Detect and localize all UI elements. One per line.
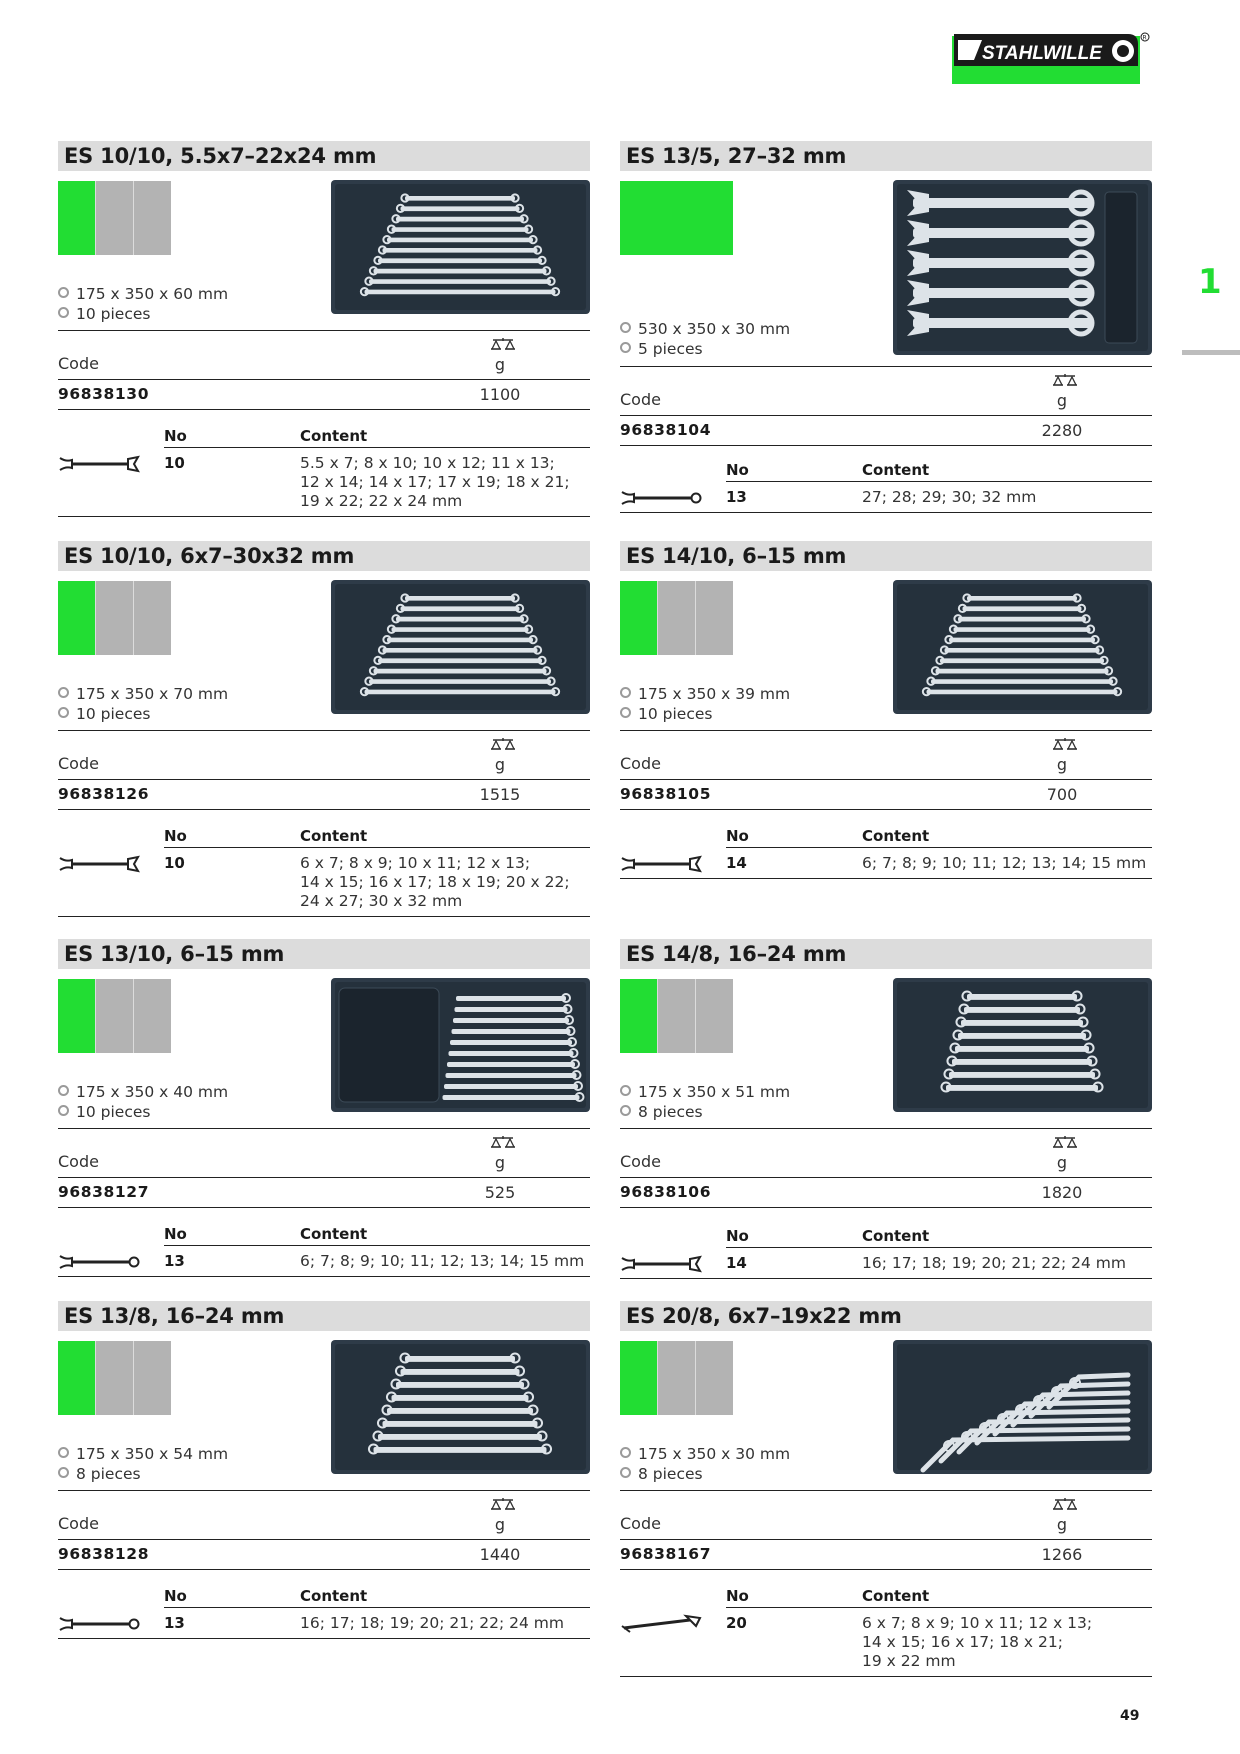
weight-unit-label: g [1056, 391, 1068, 410]
contents-table [620, 1223, 1152, 1279]
product-weight: 1100 [479, 385, 521, 404]
code-row [620, 779, 1152, 810]
product-title: ES 14/8, 16–24 mm [620, 939, 1152, 969]
content-header: Content [300, 827, 368, 845]
content-sizes [300, 1614, 590, 1633]
spanner-icon [58, 1252, 142, 1272]
content-line: 27; 28; 29; 30; 32 mm [862, 488, 1037, 506]
weight-unit-label: g [494, 1515, 506, 1534]
color-swatches [58, 581, 171, 655]
chapter-marker [1182, 350, 1240, 355]
product-title: ES 13/8, 16–24 mm [58, 1301, 590, 1331]
color-swatch [695, 979, 733, 1053]
weight-scale-icon [1052, 737, 1078, 753]
content-sizes [862, 1254, 1152, 1273]
color-swatch [95, 1341, 133, 1415]
no-header: No [164, 827, 187, 845]
code-label: Code [58, 1152, 99, 1171]
contents-header [164, 1221, 590, 1246]
spec-pieces: 10 pieces [58, 304, 228, 324]
product-tray-image [893, 180, 1152, 355]
no-header: No [726, 1587, 749, 1605]
bullet-icon [620, 1467, 631, 1478]
no-header: No [164, 1587, 187, 1605]
weight-scale-icon [490, 1135, 516, 1151]
color-swatches [620, 181, 733, 255]
color-swatches [620, 979, 733, 1053]
spec-pieces: 8 pieces [620, 1464, 790, 1484]
spec-dimensions: 175 x 350 x 70 mm [58, 684, 228, 704]
content-line: 16; 17; 18; 19; 20; 21; 22; 24 mm [862, 1254, 1126, 1272]
spec-dimensions: 175 x 350 x 54 mm [58, 1444, 228, 1464]
bullet-icon [620, 1105, 631, 1116]
content-line: 19 x 22; 22 x 24 mm [300, 492, 463, 510]
content-line: 6 x 7; 8 x 9; 10 x 11; 12 x 13; [300, 854, 531, 872]
content-header: Content [300, 427, 368, 445]
color-swatch [95, 979, 133, 1053]
contents-row [620, 1248, 1152, 1278]
product-block [620, 1301, 1152, 1670]
color-swatches [58, 979, 171, 1053]
code-row [58, 779, 590, 810]
product-weight: 1266 [1041, 1545, 1083, 1564]
spec-pieces: 10 pieces [58, 1102, 228, 1122]
content-sizes [300, 1252, 590, 1271]
bullet-icon [58, 1447, 69, 1458]
spec-dimensions: 175 x 350 x 39 mm [620, 684, 790, 704]
product-weight: 2280 [1041, 421, 1083, 440]
bullet-icon [620, 1085, 631, 1096]
content-sizes [862, 488, 1152, 507]
contents-header [726, 1223, 1152, 1248]
contents-header [726, 457, 1152, 482]
weight-scale-icon [1052, 373, 1078, 389]
product-specs [58, 1082, 228, 1122]
content-line: 5.5 x 7; 8 x 10; 10 x 12; 11 x 13; [300, 454, 555, 472]
product-code: 96838105 [620, 785, 712, 803]
spec-dimensions: 175 x 350 x 40 mm [58, 1082, 228, 1102]
product-block [620, 541, 1152, 872]
bullet-icon [620, 687, 631, 698]
code-row [58, 379, 590, 410]
spec-dimensions: 175 x 350 x 60 mm [58, 284, 228, 304]
product-code: 96838104 [620, 421, 712, 439]
color-swatch [58, 979, 95, 1053]
code-row [58, 1177, 590, 1208]
product-specs [58, 1444, 228, 1484]
weight-scale-icon [490, 337, 516, 353]
content-header: Content [862, 1587, 930, 1605]
tool-number: 13 [726, 488, 747, 506]
contents-row [58, 448, 590, 516]
product-specs [620, 1444, 790, 1484]
contents-table [58, 823, 590, 917]
color-swatch [58, 1341, 95, 1415]
contents-header [164, 1583, 590, 1608]
spanner-icon [58, 854, 142, 874]
content-sizes [862, 1614, 1152, 1671]
spec-dimensions: 175 x 350 x 30 mm [620, 1444, 790, 1464]
bullet-icon [620, 322, 631, 333]
product-code: 96838127 [58, 1183, 150, 1201]
contents-row [620, 1608, 1152, 1676]
color-swatch [133, 1341, 171, 1415]
color-swatch [620, 581, 657, 655]
bullet-icon [58, 687, 69, 698]
content-header: Content [862, 461, 930, 479]
code-header [620, 730, 1152, 780]
contents-header [164, 423, 590, 448]
contents-row [620, 482, 1152, 512]
contents-header [726, 823, 1152, 848]
product-specs [58, 684, 228, 724]
bullet-icon [620, 342, 631, 353]
chapter-number: 1 [1198, 262, 1222, 302]
page-number: 49 [1120, 1708, 1140, 1724]
bullet-icon [620, 707, 631, 718]
code-header [620, 366, 1152, 416]
spec-pieces: 8 pieces [58, 1464, 228, 1484]
content-header: Content [862, 1227, 930, 1245]
contents-table [620, 457, 1152, 513]
content-line: 14 x 15; 16 x 17; 18 x 19; 20 x 22; [300, 873, 570, 891]
content-sizes [300, 854, 590, 911]
product-tray-image [331, 1340, 590, 1474]
color-swatch [133, 181, 171, 255]
spanner-icon [58, 454, 142, 474]
spanner-icon [620, 854, 704, 874]
product-block [58, 141, 590, 510]
product-tray-image [331, 180, 590, 314]
content-sizes [300, 454, 590, 511]
no-header: No [726, 827, 749, 845]
color-swatch [657, 979, 695, 1053]
content-line: 19 x 22 mm [862, 1652, 956, 1670]
tool-number: 13 [164, 1252, 185, 1270]
product-weight: 1440 [479, 1545, 521, 1564]
product-block [58, 541, 590, 910]
spec-pieces: 8 pieces [620, 1102, 790, 1122]
color-swatch [58, 581, 95, 655]
product-weight: 525 [484, 1183, 516, 1202]
code-header [58, 1128, 590, 1178]
contents-table [58, 1583, 590, 1639]
product-tray-image [331, 580, 590, 714]
product-block [620, 141, 1152, 506]
content-line: 6; 7; 8; 9; 10; 11; 12; 13; 14; 15 mm [300, 1252, 585, 1270]
code-header [58, 330, 590, 380]
no-header: No [164, 427, 187, 445]
product-code: 96838106 [620, 1183, 712, 1201]
code-label: Code [620, 1152, 661, 1171]
contents-table [620, 1583, 1152, 1677]
contents-table [620, 823, 1152, 879]
contents-header [164, 823, 590, 848]
content-line: 16; 17; 18; 19; 20; 21; 22; 24 mm [300, 1614, 564, 1632]
content-line: 14 x 15; 16 x 17; 18 x 21; [862, 1633, 1063, 1651]
product-title: ES 10/10, 5.5x7–22x24 mm [58, 141, 590, 171]
spec-dimensions: 530 x 350 x 30 mm [620, 319, 790, 339]
product-code: 96838126 [58, 785, 150, 803]
spanner-icon [620, 488, 704, 508]
product-specs [620, 319, 790, 359]
code-row [620, 1539, 1152, 1570]
code-label: Code [620, 754, 661, 773]
tool-number: 14 [726, 854, 747, 872]
product-code: 96838128 [58, 1545, 150, 1563]
code-label: Code [58, 1514, 99, 1533]
color-swatches [620, 581, 733, 655]
product-title: ES 13/10, 6–15 mm [58, 939, 590, 969]
product-title: ES 14/10, 6–15 mm [620, 541, 1152, 571]
spanner-icon [620, 1614, 704, 1634]
weight-unit-label: g [494, 1153, 506, 1172]
weight-scale-icon [490, 737, 516, 753]
bullet-icon [58, 707, 69, 718]
color-swatch [58, 181, 95, 255]
weight-unit-label: g [494, 355, 506, 374]
tool-number: 14 [726, 1254, 747, 1272]
tool-number: 20 [726, 1614, 747, 1632]
content-line: 24 x 27; 30 x 32 mm [300, 892, 463, 910]
spec-pieces: 5 pieces [620, 339, 790, 359]
content-header: Content [300, 1587, 368, 1605]
svg-text:R: R [1142, 34, 1147, 42]
no-header: No [726, 1227, 749, 1245]
bullet-icon [58, 287, 69, 298]
contents-row [58, 1246, 590, 1276]
color-swatch [657, 581, 695, 655]
code-row [58, 1539, 590, 1570]
product-weight: 700 [1046, 785, 1078, 804]
product-title: ES 10/10, 6x7–30x32 mm [58, 541, 590, 571]
weight-unit-label: g [494, 755, 506, 774]
content-sizes [862, 854, 1152, 873]
product-weight: 1515 [479, 785, 521, 804]
weight-scale-icon [1052, 1135, 1078, 1151]
color-swatch [620, 979, 657, 1053]
contents-table [58, 1221, 590, 1277]
color-swatch [620, 181, 733, 255]
content-line: 6 x 7; 8 x 9; 10 x 11; 12 x 13; [862, 1614, 1093, 1632]
no-header: No [164, 1225, 187, 1243]
bullet-icon [58, 1105, 69, 1116]
weight-unit-label: g [1056, 1515, 1068, 1534]
color-swatches [620, 1341, 733, 1415]
no-header: No [726, 461, 749, 479]
spanner-icon [620, 1254, 704, 1274]
color-swatch [133, 979, 171, 1053]
spec-pieces: 10 pieces [58, 704, 228, 724]
code-label: Code [620, 1514, 661, 1533]
code-header [58, 730, 590, 780]
weight-scale-icon [490, 1497, 516, 1513]
content-header: Content [300, 1225, 368, 1243]
spec-dimensions: 175 x 350 x 51 mm [620, 1082, 790, 1102]
product-block [620, 939, 1152, 1272]
contents-row [58, 848, 590, 916]
product-specs [620, 1082, 790, 1122]
code-label: Code [58, 754, 99, 773]
product-tray-image [893, 978, 1152, 1112]
spec-pieces: 10 pieces [620, 704, 790, 724]
color-swatch [95, 181, 133, 255]
spanner-icon [58, 1614, 142, 1634]
product-block [58, 939, 590, 1270]
product-block [58, 1301, 590, 1632]
contents-table [58, 423, 590, 517]
content-header: Content [862, 827, 930, 845]
stahlwille-logo [952, 32, 1152, 84]
weight-scale-icon [1052, 1497, 1078, 1513]
logo-text: STAHLWILLE [982, 43, 1102, 64]
product-tray-image [331, 978, 590, 1112]
code-row [620, 1177, 1152, 1208]
code-header [620, 1490, 1152, 1540]
code-label: Code [620, 390, 661, 409]
code-header [620, 1128, 1152, 1178]
bullet-icon [58, 307, 69, 318]
color-swatches [58, 1341, 171, 1415]
color-swatches [58, 181, 171, 255]
product-title: ES 13/5, 27–32 mm [620, 141, 1152, 171]
color-swatch [133, 581, 171, 655]
weight-unit-label: g [1056, 755, 1068, 774]
bullet-icon [620, 1447, 631, 1458]
product-code: 96838167 [620, 1545, 712, 1563]
tool-number: 10 [164, 854, 185, 872]
weight-unit-label: g [1056, 1153, 1068, 1172]
product-tray-image [893, 580, 1152, 714]
product-weight: 1820 [1041, 1183, 1083, 1202]
color-swatch [95, 581, 133, 655]
contents-row [58, 1608, 590, 1638]
product-specs [58, 284, 228, 324]
tool-number: 13 [164, 1614, 185, 1632]
content-line: 6; 7; 8; 9; 10; 11; 12; 13; 14; 15 mm [862, 854, 1147, 872]
content-line: 12 x 14; 14 x 17; 17 x 19; 18 x 21; [300, 473, 570, 491]
color-swatch [657, 1341, 695, 1415]
product-specs [620, 684, 790, 724]
color-swatch [695, 1341, 733, 1415]
code-label: Code [58, 354, 99, 373]
contents-header [726, 1583, 1152, 1608]
product-tray-image [893, 1340, 1152, 1474]
bullet-icon [58, 1085, 69, 1096]
color-swatch [695, 581, 733, 655]
tool-number: 10 [164, 454, 185, 472]
contents-row [620, 848, 1152, 878]
code-header [58, 1490, 590, 1540]
code-row [620, 415, 1152, 446]
color-swatch [620, 1341, 657, 1415]
product-code: 96838130 [58, 385, 150, 403]
bullet-icon [58, 1467, 69, 1478]
product-title: ES 20/8, 6x7–19x22 mm [620, 1301, 1152, 1331]
